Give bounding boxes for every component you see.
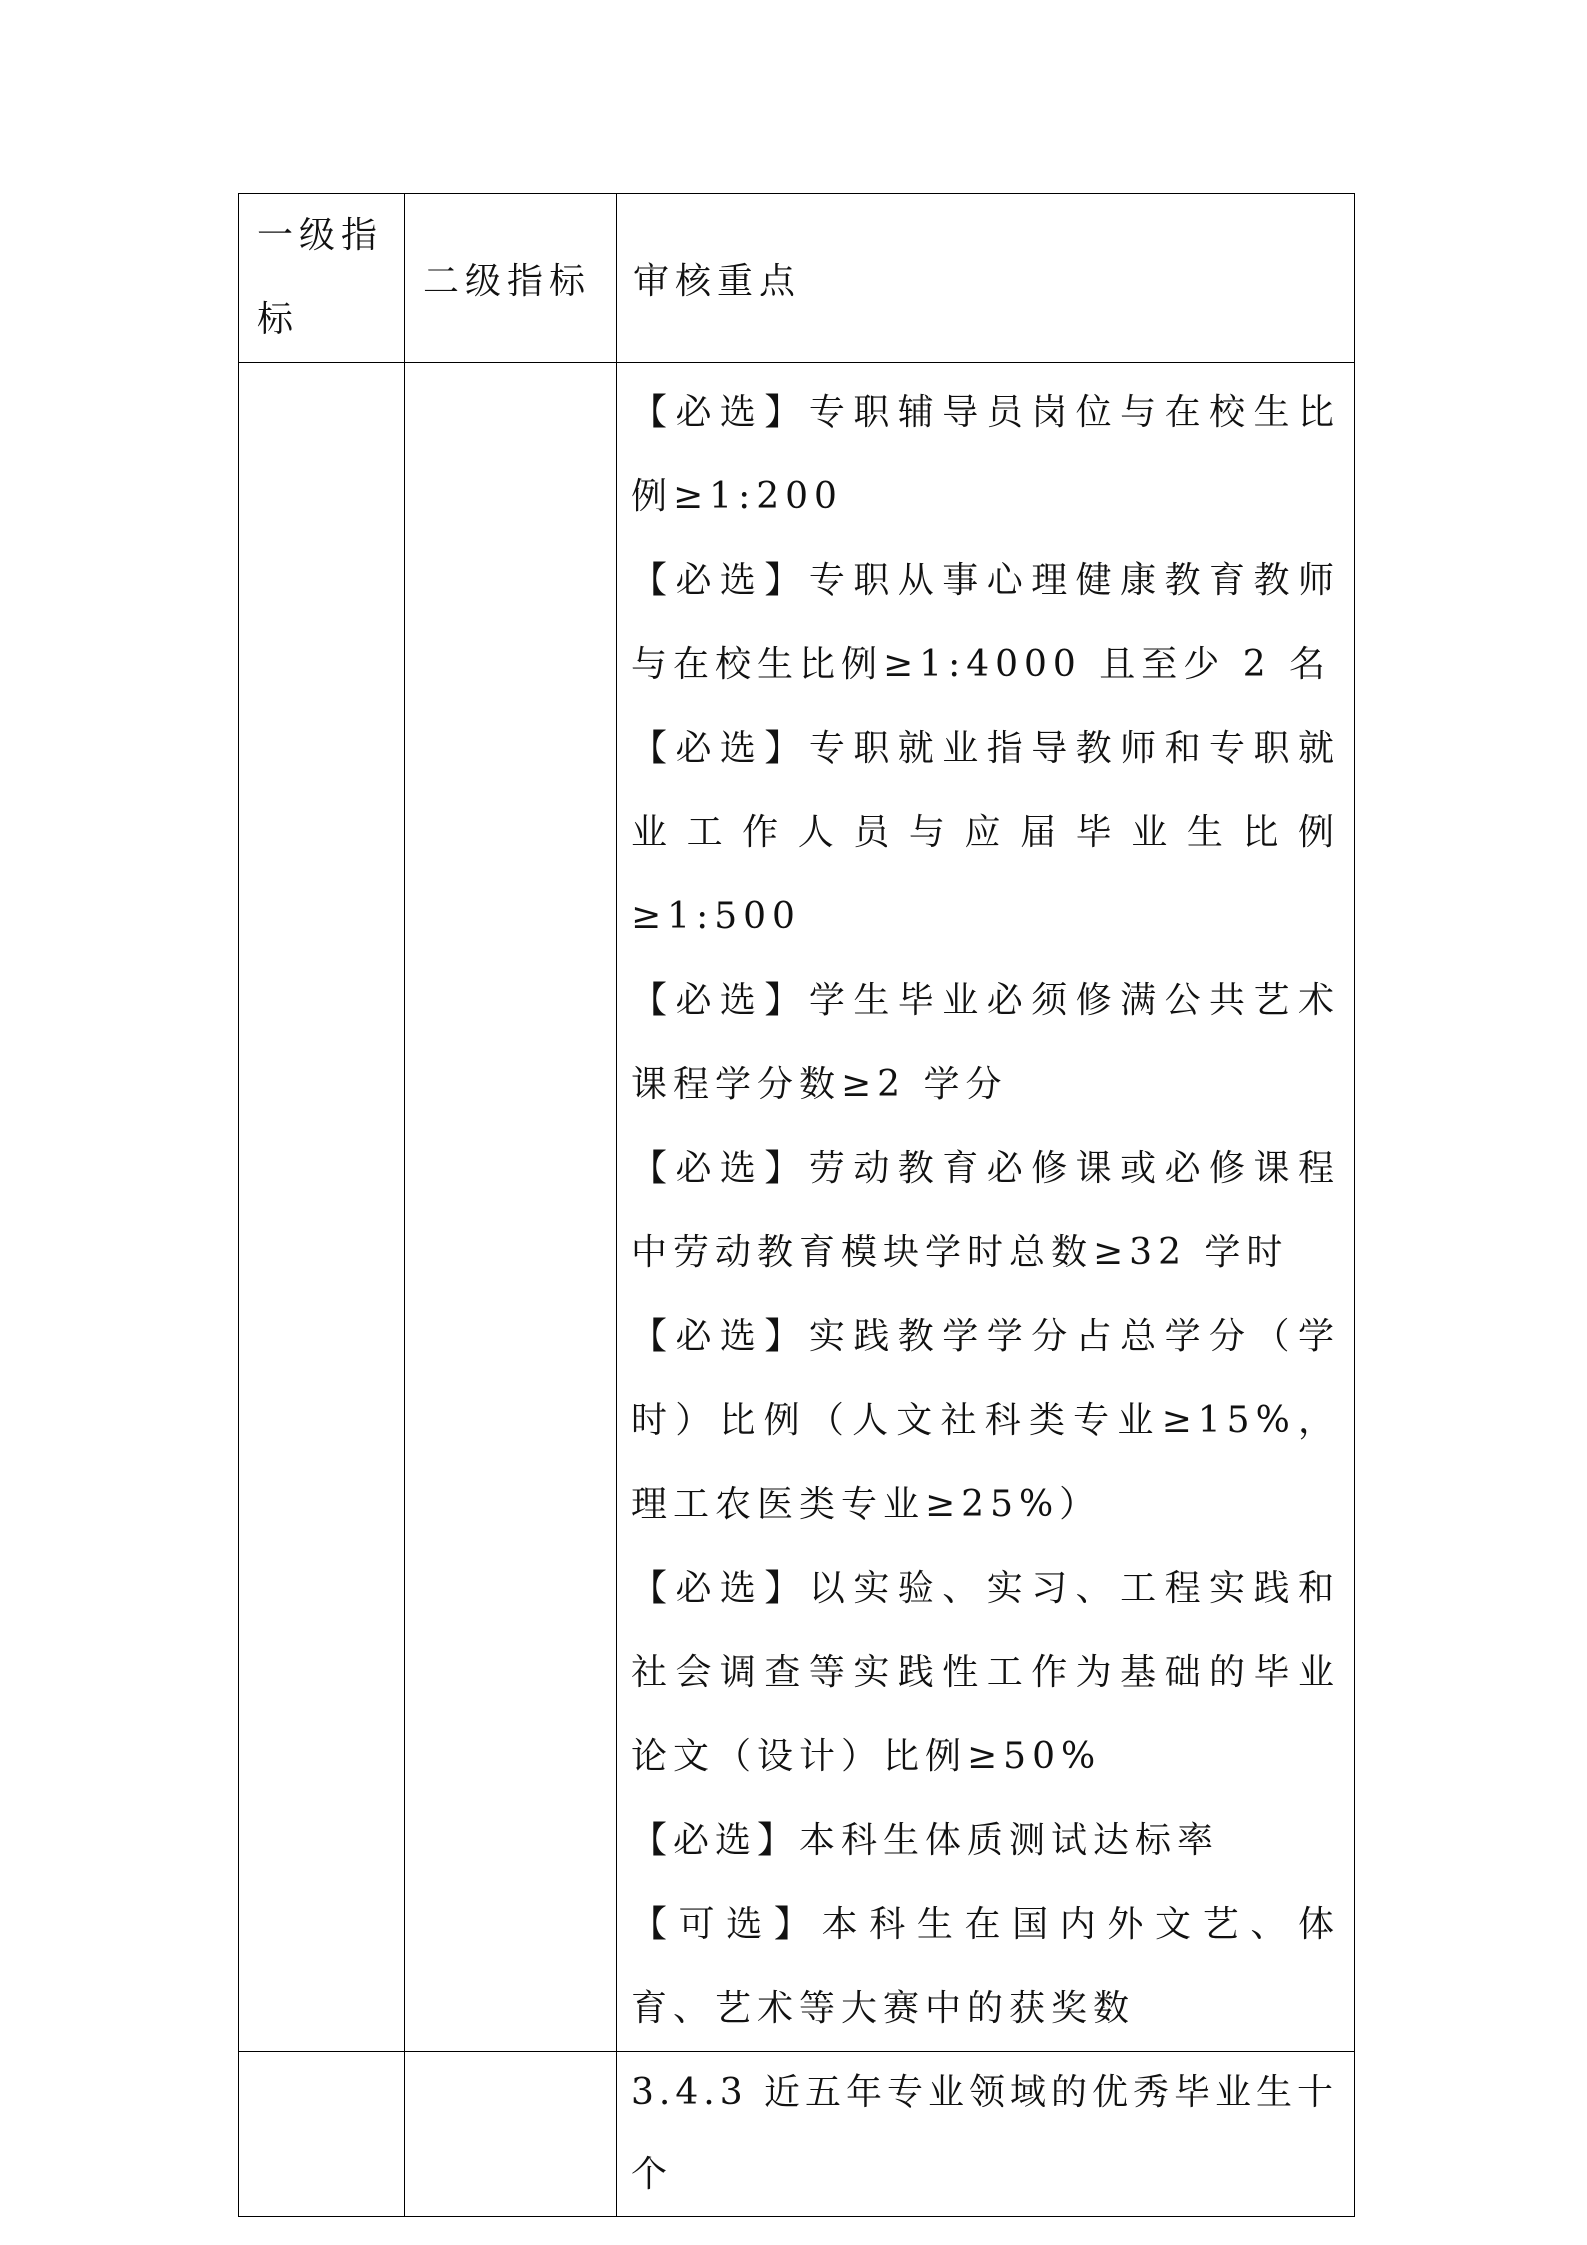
header-focus-label: 审核重点 — [633, 260, 802, 302]
list-item: 【必选】以实验、实习、工程实践和社会调查等实践性工作为基础的毕业论文（设计）比例≥50% — [631, 1568, 1340, 1777]
header-level2-cell — [405, 194, 617, 363]
list-item: 【必选】劳动教育必修课或必修课程中劳动教育模块学时总数≥32 学时 — [631, 1148, 1340, 1273]
table-header-row — [239, 194, 1355, 363]
level2-empty-cell — [405, 2052, 617, 2217]
next-item-text: 3.4.3 近五年专业领域的优秀毕业生十个 — [631, 2072, 1339, 2195]
next-item-cell — [617, 2052, 1355, 2217]
level2-empty-cell — [405, 363, 617, 2052]
list-item: 【必选】专职辅导员岗位与在校生比例≥1:200 — [631, 392, 1340, 517]
table-row — [239, 2052, 1355, 2217]
criteria-cell — [617, 363, 1355, 2052]
list-item: 【必选】专职从事心理健康教育教师与在校生比例≥1:4000 且至少 2 名 — [631, 560, 1340, 685]
header-level2-label: 二级指标 — [423, 260, 592, 302]
header-level1-label: 一级指标 — [257, 215, 384, 340]
list-item: 【可选】本科生在国内外文艺、体育、艺术等大赛中的获奖数 — [631, 1904, 1340, 2029]
list-item: 【必选】专职就业指导教师和专职就业工作人员与应届毕业生比例≥1:500 — [631, 728, 1340, 937]
criteria-list — [617, 363, 1354, 2051]
list-item: 【必选】学生毕业必须修满公共艺术课程学分数≥2 学分 — [631, 980, 1340, 1105]
level1-empty-cell — [239, 363, 405, 2052]
review-criteria-table — [238, 193, 1355, 2217]
table-row — [239, 363, 1355, 2052]
header-level1-cell — [239, 194, 405, 363]
list-item: 【必选】实践教学学分占总学分（学时）比例（人文社科类专业≥15%，理工农医类专业≥25%） — [631, 1316, 1340, 1525]
level1-empty-cell — [239, 2052, 405, 2217]
list-item: 【必选】本科生体质测试达标率 — [631, 1820, 1220, 1861]
header-focus-cell — [617, 194, 1355, 363]
